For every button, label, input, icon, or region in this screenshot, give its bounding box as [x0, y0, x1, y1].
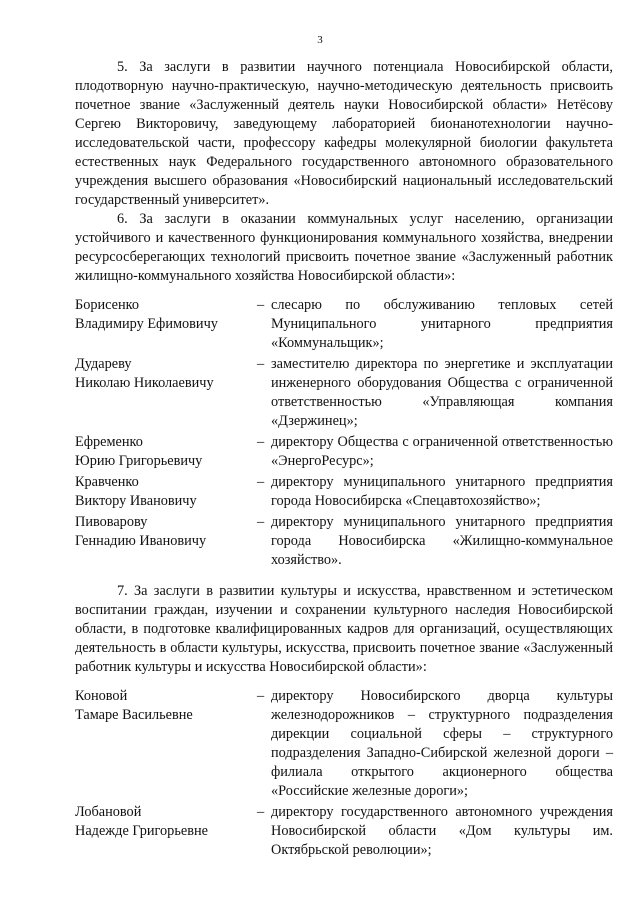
recipient-position: директору Новосибирского дворца культуры железнодорожников – структурного подразделения дирекции социальной сферы – структурного подразделения Западно-Сибирской железной дороги – филиала открытого акционерного общества «Российские железные дороги»; [271, 688, 613, 799]
recipient-given-name: Николаю Николаевичу [75, 375, 214, 391]
recipient-name [75, 473, 257, 513]
award-row [75, 473, 613, 513]
dash: – [257, 434, 265, 450]
recipient-given-name: Геннадию Ивановичу [75, 533, 207, 549]
recipient-position: директору Общества с ограниченной ответственностью «ЭнергоРесурс»; [271, 434, 613, 469]
recipient-name [75, 296, 257, 355]
recipient-position: заместителю директора по энергетике и эксплуатации инженерного оборудования Общества с ограниченной ответственностью «Управляющая компания «Дзержинец»; [271, 356, 613, 429]
paragraph-7: 7. За заслуги в развитии культуры и искусства, нравственном и эстетическом воспитании граждан, изучении и сохранении культурного наследия Новосибирской области, в подготовке квалифицированных кадров для организаций, осуществляющих деятельность в области культуры, искусства, присвоить почетное звание «Заслуженный работник культуры и искусства Новосибирской области»: [75, 583, 613, 675]
dash: – [257, 688, 265, 704]
spacer [75, 286, 613, 296]
recipient-surname: Дудареву [75, 356, 132, 372]
recipient-surname: Кравченко [75, 474, 139, 490]
award-row [75, 296, 613, 355]
recipient-name [75, 803, 257, 862]
award-row [75, 803, 613, 862]
spacer [75, 572, 613, 582]
recipient-surname: Пивоварову [75, 514, 148, 530]
dash: – [257, 297, 265, 313]
dash: – [257, 474, 265, 490]
page-number: 3 [317, 34, 323, 46]
award-list-6 [75, 296, 613, 572]
recipient-position: директору государственного автономного учреждения Новосибирской области «Дом культуры им. Октябрьской революции»; [271, 804, 613, 858]
recipient-position: директору муниципального унитарного предприятия города Новосибирска «Спецавтохозяйство»; [271, 474, 613, 509]
recipient-surname: Борисенко [75, 297, 140, 313]
recipient-name [75, 355, 257, 433]
award-row [75, 687, 613, 803]
award-list-7 [75, 687, 613, 862]
recipient-surname: Ефременко [75, 434, 143, 450]
recipient-given-name: Тамаре Васильевне [75, 707, 193, 723]
spacer [75, 677, 613, 687]
award-row [75, 355, 613, 433]
paragraph-5: 5. За заслуги в развитии научного потенциала Новосибирской области, плодотворную научно-практическую, научно-методическую деятельность присвоить почетное звание «Заслуженный деятель науки Новосибирской области» Нетёсову Сергею Викторовичу, заведующему лабораторией бионанотехнологии научно-исследовательской части, профессору кафедры молекулярной биологии факультета естественных наук Федерального государственного автономного образовательного учреждения высшего образования «Новосибирский национальный исследовательский государственный университет». [75, 59, 613, 208]
recipient-name [75, 513, 257, 572]
dash: – [257, 514, 265, 530]
recipient-position: слесарю по обслуживанию тепловых сетей Муниципального унитарного предприятия «Коммунальщик»; [271, 297, 613, 351]
recipient-position: директору муниципального унитарного предприятия города Новосибирска «Жилищно-коммунальное хозяйство». [271, 514, 613, 568]
recipient-name [75, 433, 257, 473]
recipient-given-name: Юрию Григорьевичу [75, 453, 203, 469]
recipient-given-name: Владимиру Ефимовичу [75, 316, 218, 332]
recipient-surname: Лобановой [75, 804, 142, 820]
recipient-surname: Коновой [75, 688, 128, 704]
paragraph-6: 6. За заслуги в оказании коммунальных услуг населению, организации устойчивого и качественного функционирования коммунального хозяйства, внедрении ресурсосберегающих технологий присвоить почетное звание «Заслуженный работник жилищно-коммунального хозяйства Новосибирской области»: [75, 211, 613, 284]
document-body [75, 58, 613, 862]
recipient-given-name: Надежде Григорьевне [75, 823, 208, 839]
award-row [75, 433, 613, 473]
award-row [75, 513, 613, 572]
dash: – [257, 804, 265, 820]
recipient-given-name: Виктору Ивановичу [75, 493, 197, 509]
recipient-name [75, 687, 257, 803]
dash: – [257, 356, 265, 372]
